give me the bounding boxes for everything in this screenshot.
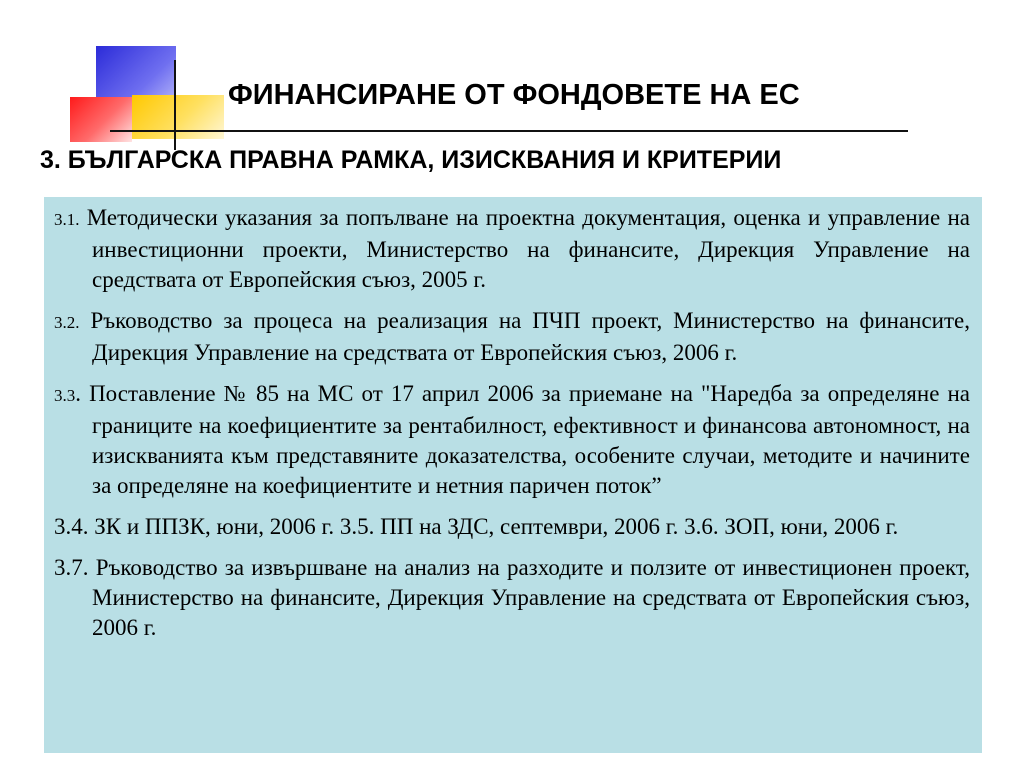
list-item	[54, 553, 970, 643]
item-text: ЗК и ППЗК, юни, 2006 г. 3.5. ПП на ЗДС, септември, 2006 г. 3.6. ЗОП, юни, 2006 г.	[88, 514, 899, 539]
title-underline	[110, 130, 908, 132]
yellow-square	[132, 95, 224, 139]
item-text: Методически указания за попълване на проектна документация, оценка и управление на инвестиционни проекти, Министерство на финансите, Дирекция Управление на средствата от Европейския съюз, 2005 г.	[79, 205, 970, 292]
item-number: 3.4.	[54, 514, 89, 539]
list-item	[54, 512, 970, 542]
item-text: Ръководство за извършване на анализ на разходите и ползите от инвестиционен проект, Министерство на финансите, Дирекция Управление на средствата от Европейския съюз, 2006 г.	[88, 555, 970, 640]
list-item	[54, 203, 970, 295]
item-number: 3.1.	[54, 210, 80, 229]
page-title: ФИНАНСИРАНЕ ОТ ФОНДОВЕТЕ НА ЕС	[228, 79, 800, 111]
item-text: . Поставление № 85 на МС от 17 април 2006 за приемане на "Наредба за определяне на границите на коефициентите за рентабилност, ефективност и финансова автономност, на изискванията към представяните доказателства, особените случаи, методите и начините за определяне на коефициентите и нетния паричен поток”	[75, 381, 970, 498]
decorative-logo	[0, 0, 240, 150]
item-number: 3.2.	[54, 313, 80, 332]
red-square	[70, 97, 132, 142]
item-number: 3.3	[54, 386, 76, 405]
item-text: Ръководство за процеса на реализация на ПЧП проект, Министерство на финансите, Дирекция Управление на средствата от Европейския съюз, 2006 г.	[79, 308, 970, 365]
content-panel	[44, 197, 982, 753]
item-number: 3.7.	[54, 555, 89, 580]
list-item	[54, 306, 970, 368]
list-item	[54, 379, 970, 501]
section-subtitle: 3. БЪЛГАРСКА ПРАВНА РАМКА, ИЗИСКВАНИЯ И КРИТЕРИИ	[40, 146, 782, 174]
vertical-divider-line	[174, 60, 176, 150]
